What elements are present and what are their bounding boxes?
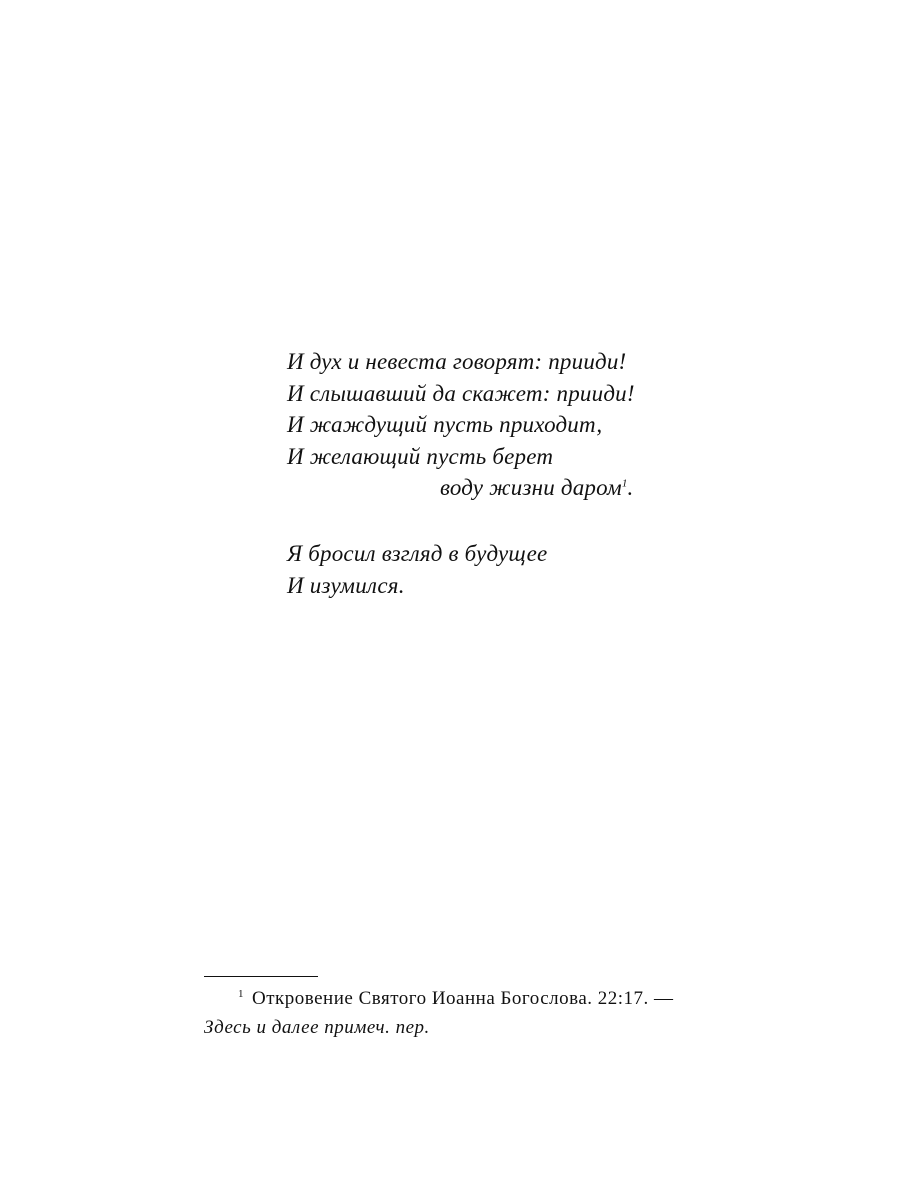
footnote-divider: [204, 976, 318, 977]
footnote-source-line: [204, 984, 764, 1013]
verse-line: И дух и невеста говорят: прииди!: [287, 349, 627, 374]
footnote-note: Здесь и далее примеч. пер.: [204, 1017, 430, 1038]
verse-line-indented: [287, 472, 635, 504]
footnote-reference[interactable]: 1: [621, 477, 628, 490]
footnote: [204, 984, 764, 1042]
verse-line: И изумился.: [287, 572, 405, 598]
verse-line-punctuation: .: [627, 475, 634, 500]
epigraph-stanza-1: [287, 346, 635, 504]
verse-line: И желающий пусть берет: [287, 443, 554, 469]
verse-line: И слышавший да скажет: прииди!: [287, 380, 635, 406]
footnote-source: Откровение Святого Иоанна Богослова. 22:17. —: [252, 988, 674, 1009]
verse-line-text: воду жизни даром: [440, 475, 622, 500]
footnote-number: 1: [238, 987, 244, 1000]
verse-line: Я бросил взгляд в будущее: [287, 541, 548, 566]
epigraph-stanza-2: [287, 538, 547, 601]
verse-line: И жаждущий пусть приходит,: [287, 412, 603, 437]
